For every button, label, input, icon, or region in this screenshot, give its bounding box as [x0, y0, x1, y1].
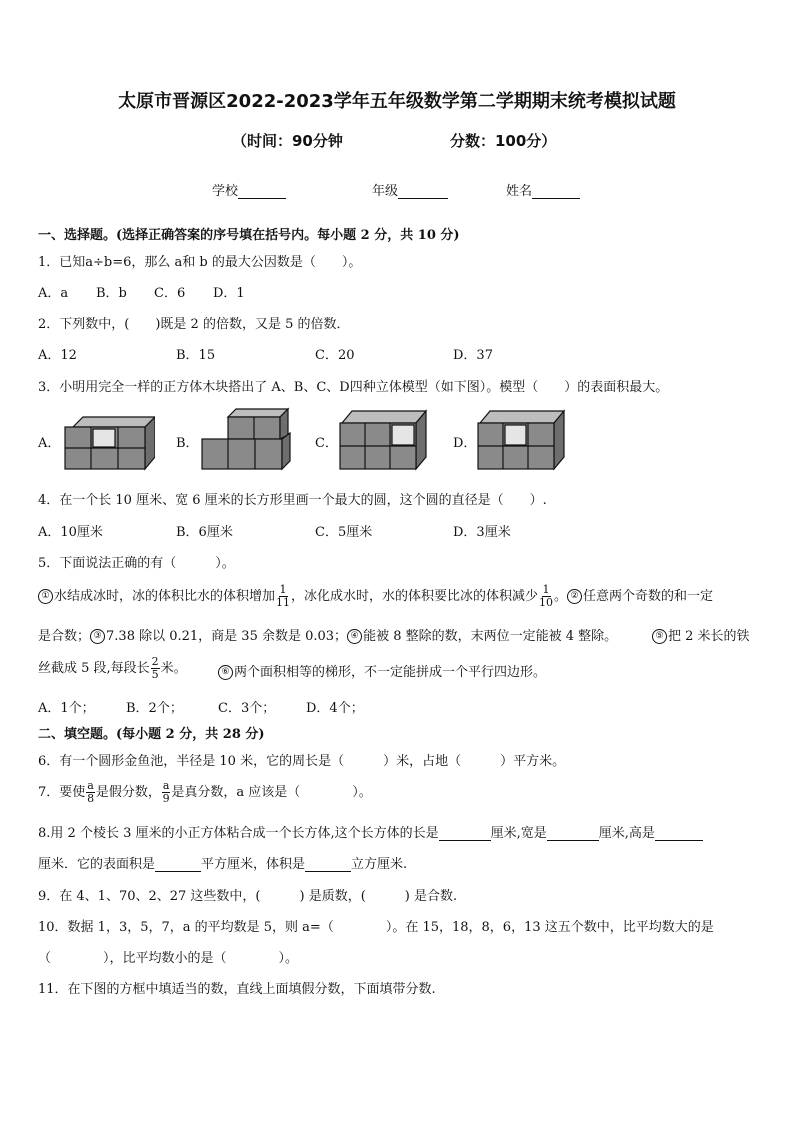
q3-option-c[interactable]: C．: [315, 436, 338, 451]
question-9: 9．在 4、1、70、2、27 这些数中，( ) 是质数，( ) 是合数.: [38, 889, 458, 904]
statement-3-marker: ③: [90, 629, 105, 644]
question-6: 6．有一个圆形金鱼池，半径是 10 米，它的周长是（ ）米，占地（ ）平方米。: [38, 754, 566, 769]
q8-width-blank[interactable]: [547, 826, 599, 841]
q2-option-c[interactable]: C．20: [315, 348, 355, 363]
question-1: 1．已知a÷b=6，那么 a和 b 的最大公因数是（ ）。: [38, 255, 362, 270]
q8-area-blank[interactable]: [155, 857, 201, 872]
q8-height-blank[interactable]: [655, 826, 703, 841]
q4-option-c[interactable]: C．5厘米: [315, 525, 373, 540]
grade-field: [372, 180, 448, 199]
question-4: 4．在一个长 10 厘米、宽 6 厘米的长方形里画一个最大的圆，这个圆的直径是（ ）.: [38, 493, 547, 508]
question-10-line-1: 10．数据 1，3，5，7，a 的平均数是 5，则 a=（ ）。在 15，18，8，6，13 这五个数中，比平均数大的是: [38, 920, 714, 935]
q3-option-d[interactable]: D．: [453, 436, 477, 451]
section-choice-heading: 一、选择题。(选择正确答案的序号填在括号内。每小题 2 分，共 10 分): [38, 228, 460, 243]
q1-option-c[interactable]: C．6: [154, 286, 186, 301]
q5-option-a[interactable]: A．1个；: [38, 701, 95, 716]
q5-option-c[interactable]: C．3个；: [218, 701, 276, 716]
q2-option-d[interactable]: D．37: [453, 348, 493, 363]
name-field: [506, 180, 580, 199]
q5-statement-6: ⑥ 两个面积相等的梯形，不一定能拼成一个平行四边形。: [218, 661, 546, 680]
name-label: 姓名: [506, 184, 533, 199]
q2-option-b[interactable]: B．15: [176, 348, 216, 363]
school-field: [212, 180, 286, 199]
question-10-line-2: （ ），比平均数小的是（ ）。: [38, 951, 299, 966]
statement-5-marker: ⑤: [652, 629, 667, 644]
q1-option-d[interactable]: D．1: [213, 286, 245, 301]
page-title: 太原市晋源区2022-2023学年五年级数学第二学期期末统考模拟试题: [118, 91, 676, 112]
q5-option-b[interactable]: B．2个；: [126, 701, 183, 716]
statement-4-marker: ④: [347, 629, 362, 644]
q4-option-b[interactable]: B．6厘米: [176, 525, 233, 540]
q1-option-b[interactable]: B．b: [96, 286, 127, 301]
q2-option-a[interactable]: A．12: [38, 348, 77, 363]
q8-length-blank[interactable]: [439, 826, 491, 841]
question-3: 3．小明用完全一样的正方体木块搭出了 A、B、C、D四种立体模型（如下图）。模型（ ）的表面积最大。: [38, 380, 669, 395]
question-5: 5．下面说法正确的有（ ）。: [38, 556, 235, 571]
grade-blank[interactable]: [398, 184, 448, 199]
cube-model-c: [338, 405, 430, 473]
q3-option-b[interactable]: B．: [176, 436, 199, 451]
question-8-line-1: 8.用 2 个棱长 3 厘米的小正方体粘合成一个长方体,这个长方体的长是 厘米,宽是 厘米,高是: [38, 822, 703, 841]
exam-time: （时间：90分钟: [232, 132, 343, 150]
statement-6-marker: ⑥: [218, 665, 233, 680]
q5-statement-line-2: 是合数； ③ 7.38 除以 0.21，商是 35 余数是 0.03； ④ 能被 8 整除的数，末两位一定能被 4 整除。: [38, 629, 618, 644]
fraction-a-9: $\frac{a}{9}$: [162, 779, 170, 805]
cube-model-a: [63, 405, 155, 473]
school-label: 学校: [212, 184, 239, 199]
exam-score: 分数：100分）: [450, 132, 557, 150]
q5-statement-line-1: ① 水结成冰时，冰的体积比水的体积增加 $\frac{1}{11}$ ，冰化成水时，水的体积要比冰的体积减少 $\frac{1}{10}$ 。 ② 任意两个奇数的和一定: [38, 584, 713, 609]
question-8-line-2: 厘米．它的表面积是 平方厘米，体积是 立方厘米.: [38, 857, 408, 872]
school-blank[interactable]: [238, 184, 286, 199]
section-fill-heading: 二、填空题。(每小题 2 分，共 28 分): [38, 727, 265, 742]
q8-volume-blank[interactable]: [305, 857, 351, 872]
q5-statement-5: ⑤ 把 2 米长的铁: [652, 625, 750, 644]
q5-statement-line-3: 丝截成 5 段,每段长 $\frac{2}{5}$ 米。: [38, 655, 187, 681]
name-blank[interactable]: [532, 184, 580, 199]
fraction-2-5: $\frac{2}{5}$: [151, 655, 159, 681]
q3-option-a[interactable]: A．: [38, 436, 61, 451]
grade-label: 年级: [372, 184, 399, 199]
fraction-a-8: $\frac{a}{8}$: [87, 779, 95, 805]
cube-model-d: [476, 405, 568, 473]
q5-option-d[interactable]: D．4个；: [306, 701, 364, 716]
question-11: 11．在下图的方框中填适当的数，直线上面填假分数，下面填带分数.: [38, 982, 436, 997]
q4-option-a[interactable]: A．10厘米: [38, 525, 103, 540]
fraction-1-11: $\frac{1}{11}$: [276, 583, 291, 609]
statement-1-marker: ①: [38, 589, 53, 604]
cube-model-b: [200, 405, 292, 473]
q4-option-d[interactable]: D．3厘米: [453, 525, 511, 540]
question-2: 2．下列数中，( )既是 2 的倍数，又是 5 的倍数．: [38, 317, 350, 332]
fraction-1-10: $\frac{1}{10}$: [539, 583, 554, 609]
statement-2-marker: ②: [567, 589, 582, 604]
question-7: 7．要使 $\frac{a}{8}$ 是假分数， $\frac{a}{9}$ 是真分数，a 应该是（ ）。: [38, 779, 372, 805]
q1-option-a[interactable]: A．a: [38, 286, 69, 301]
